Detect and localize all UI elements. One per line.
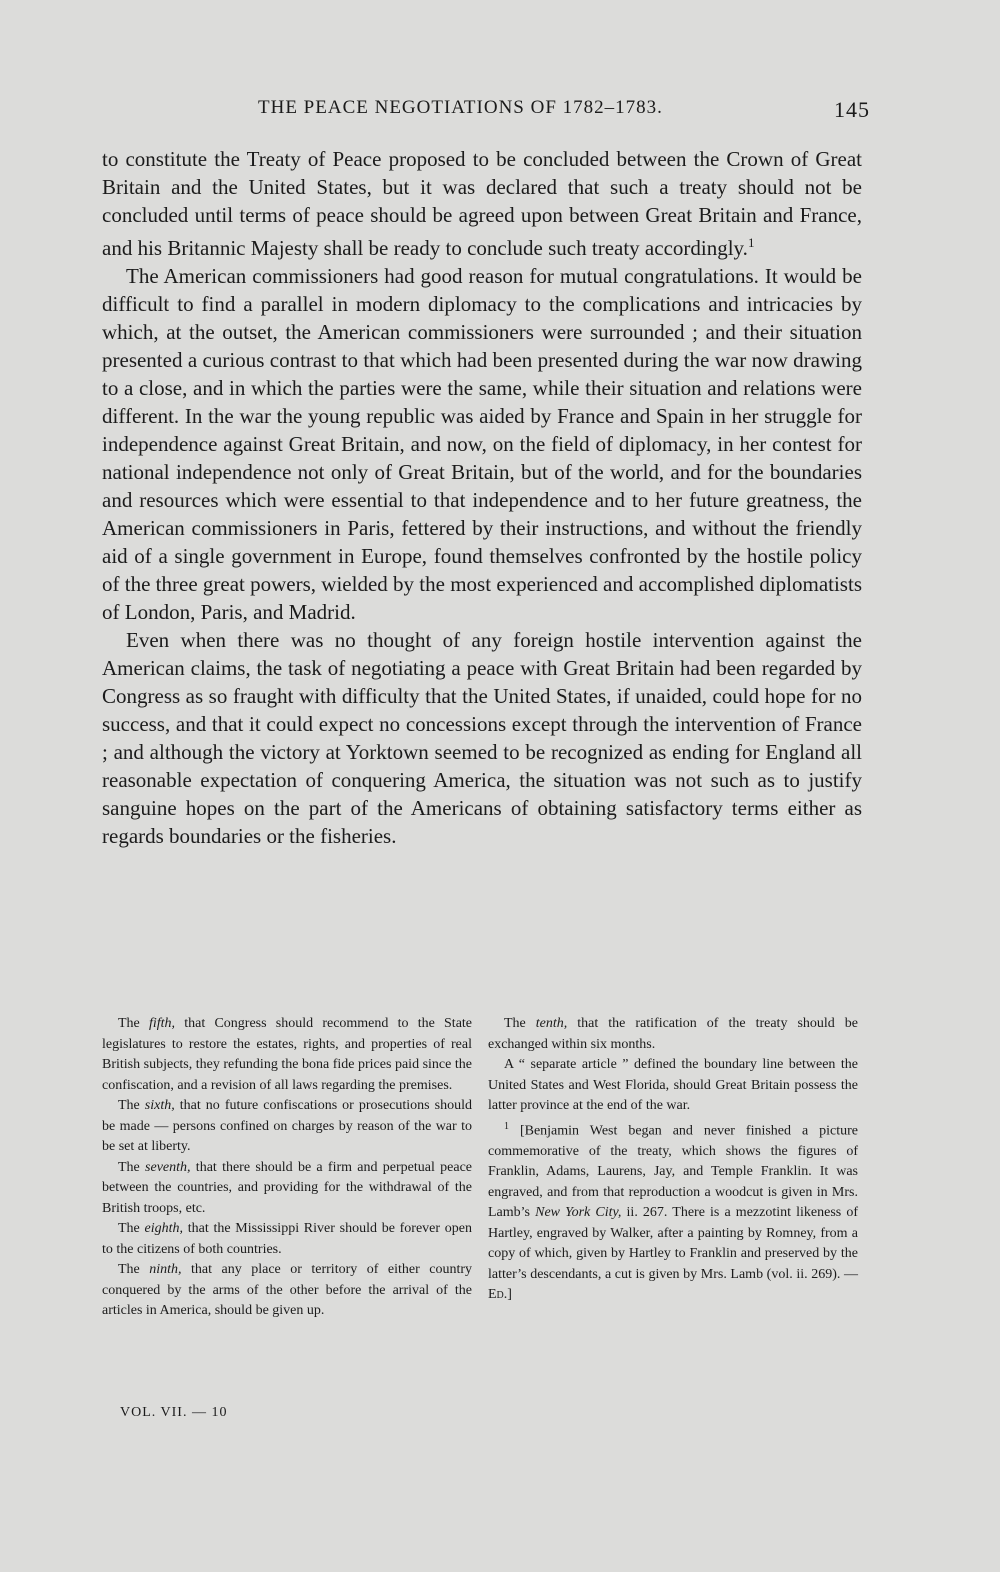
note-eighth [102,1219,472,1260]
note-text: that Congress should recommend to the State legislatures to restore the estates, rights, and properties of real British subjects, they refunding the bona fide prices paid since the confiscation, and a revision of all laws regarding the premises. [102,1016,473,1093]
note-term: fifth, [148,1016,176,1031]
note-tenth [488,1014,858,1055]
paragraph-3: Even when there was no thought of any foreign hostile intervention against the American claims, the task of negotiating a peace with Great Britain had been regarded by Congress as so fraught with difficulty that the United States, if unaided, could hope for no success, and that it could expect no concessions except through the intervention of France ; and although the victory at Yorktown seemed to be recognized as ending for England all reasonable expectation of conquering America, the situation was not such as to justify sanguine hopes on the part of the Americans of obtaining satisfactory terms either as regards boundaries or the fisheries. [102,628,862,848]
footnote-close: ] [507,1287,512,1303]
note-term: tenth, [535,1016,568,1031]
footnote-marker: 1 [504,1120,509,1132]
note-lead: The [118,1262,150,1277]
footnote-book-title: New York City, [535,1205,622,1221]
signature-mark: VOL. VII. — 10 [120,1405,228,1420]
note-text: that the ratification of the treaty should be exchanged within six months. [488,1016,859,1052]
main-text [102,145,862,850]
note-lead: The [118,1159,146,1175]
note-term: sixth, [144,1098,175,1113]
running-title: THE PEACE NEGOTIATIONS OF 1782–1783. [258,97,663,118]
footnote-reference: 1 [747,235,755,250]
note-sixth [102,1096,472,1158]
note-text: that the Mississippi River should be forever open to the citizens of both countries. [102,1221,472,1257]
note-lead: The [504,1016,536,1031]
note-term: seventh, [145,1159,191,1175]
paragraph-1 [102,145,862,262]
note-lead: The [118,1016,149,1031]
note-text: that there should be a firm and perpetual peace between the countries, and providing for the withdrawal of the British troops, etc. [102,1159,473,1216]
footnote-text: ii. 267. There is a mezzotint likeness of Hartley, engraved by Walker, after a painting by Romney, from a copy of which, given by Hartley to Franklin and preserved by the latter’s descendants, a cut is given by Mrs. Lamb (vol. ii. 269). — [488,1205,858,1282]
footnote-text: [Benjamin West began and never finished a picture commemorative of the treaty, which shows the figures of Franklin, Adams, Laurens, Jay, and Temple Franklin. It was engraved, and from that reproduction a woodcut is given in Mrs. Lamb’s [488,1123,858,1221]
paragraph-2: The American commissioners had good reason for mutual congratulations. It would be difficult to find a parallel in modern diplomacy to the complications and intricacies by which, at the outset, the American commissioners were surrounded ; and their situation presented a curious contrast to that which had been presented during the war now drawing to a close, and in which the parties were the same, while their situation and relations were different. In the war the young republic was aided by France and Spain in her struggle for independence against Great Britain, and now, on the field of diplomacy, in her contest for national independence not only of Great Britain, but of the world, and for the boundaries and resources which were essential to that independence and to her future greatness, the American commissioners in Paris, fettered by their instructions, and without the friendly aid of a single government in Europe, found themselves confronted by the hostile policy of the three great powers, wielded by the most experienced and accomplished diplomatists of London, Paris, and Madrid. [102,264,862,624]
editor-mark: Ed. [488,1287,508,1303]
note-seventh [102,1158,472,1220]
footnote-column-right [488,1014,858,1306]
footnote-column-left [102,1014,472,1322]
note-fifth [102,1014,472,1096]
note-term: ninth, [149,1262,182,1277]
page-number: 145 [834,97,870,122]
note-text: A “ separate article ” defined the boundary line between the United States and West Florida, should Great Britain possess the latter province at the end of the war. [488,1057,858,1113]
note-ninth [102,1260,472,1322]
note-separate-article [488,1055,858,1117]
footnote-1 [488,1117,858,1306]
note-text: that no future confiscations or prosecutions should be made — persons confined on charges by reason of the war to be set at liberty. [102,1098,472,1154]
note-term: eighth, [144,1221,183,1236]
paragraph-1-text: to constitute the Treaty of Peace proposed to be concluded between the Crown of Great Britain and the United States, but it was declared that such a treaty should not be concluded until terms of peace should be agreed upon between Great Britain and France, and his Britannic Majesty shall be ready to conclude such treaty accordingly. [102,147,862,260]
note-lead: The [118,1098,145,1113]
running-header [258,97,870,127]
note-text: that any place or territory of either country conquered by the arms of the other before the arrival of the articles in America, should be given up. [102,1262,473,1318]
note-lead: The [118,1221,145,1236]
